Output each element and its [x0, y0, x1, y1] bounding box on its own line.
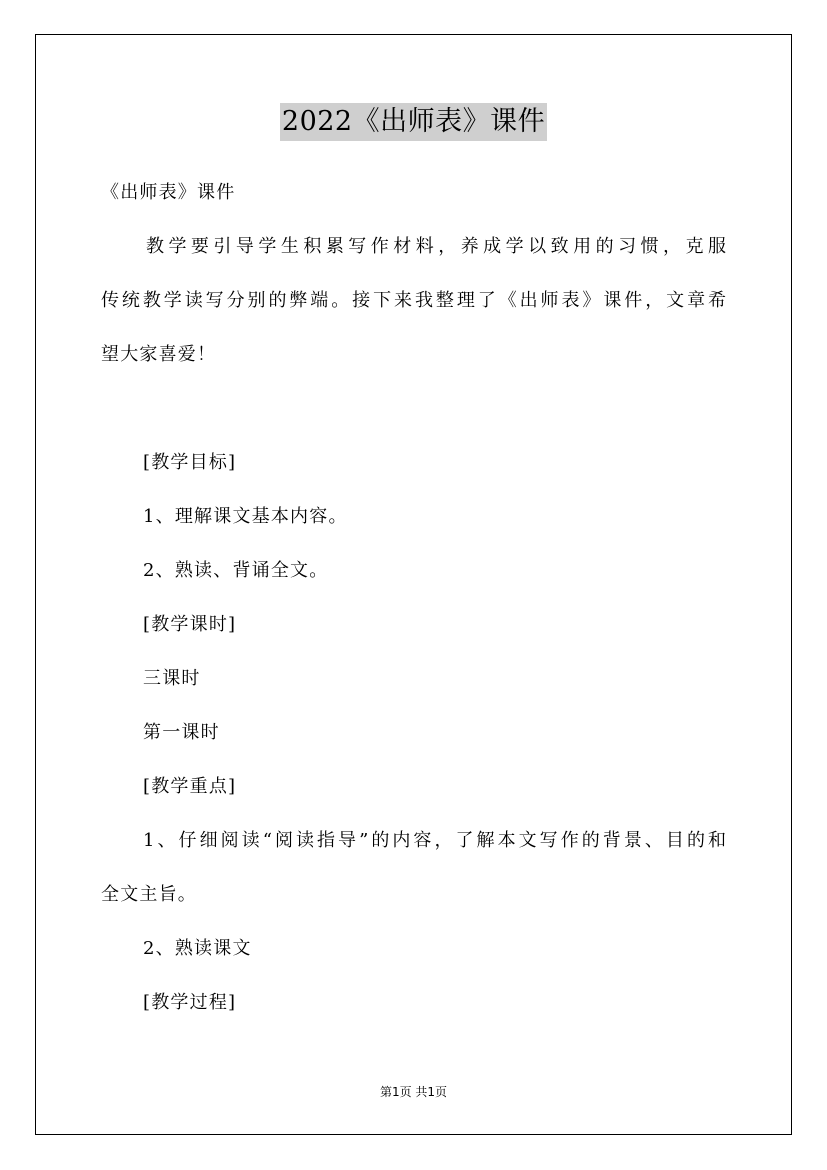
focus-item-2: 2、熟读课文	[143, 938, 252, 959]
intro-line-1	[101, 235, 726, 259]
document-title: 2022《出师表》课件	[280, 103, 547, 141]
document-subtitle: 《出师表》课件	[101, 182, 236, 203]
period-heading: [教学课时]	[143, 614, 237, 635]
page-footer: 第1页 共1页	[379, 1085, 448, 1099]
title-container	[0, 103, 827, 141]
intro-line-2-text: 传统教学读写分别的弊端。接下来我整理了《出师表》课件，文章希	[101, 290, 726, 311]
focus-item-1-line-1	[143, 829, 726, 853]
goal-item-2: 2、熟读、背诵全文。	[143, 560, 329, 581]
first-period: 第一课时	[143, 722, 220, 743]
intro-line-3: 望大家喜爱！	[101, 344, 217, 365]
period-count: 三课时	[143, 668, 201, 689]
focus-item-1-line-2: 全文主旨。	[101, 884, 197, 905]
focus-item-1-line-1-text: 1、仔细阅读“阅读指导”的内容，了解本文写作的背景、目的和	[143, 830, 726, 851]
focus-heading: [教学重点]	[143, 776, 237, 797]
goal-item-1: 1、理解课文基本内容。	[143, 506, 348, 527]
intro-line-2	[101, 289, 726, 313]
goal-heading: [教学目标]	[143, 452, 237, 473]
process-heading: [教学过程]	[143, 992, 237, 1013]
intro-line-1-text: 教学要引导学生积累写作材料，养成学以致用的习惯，克服	[101, 236, 726, 257]
